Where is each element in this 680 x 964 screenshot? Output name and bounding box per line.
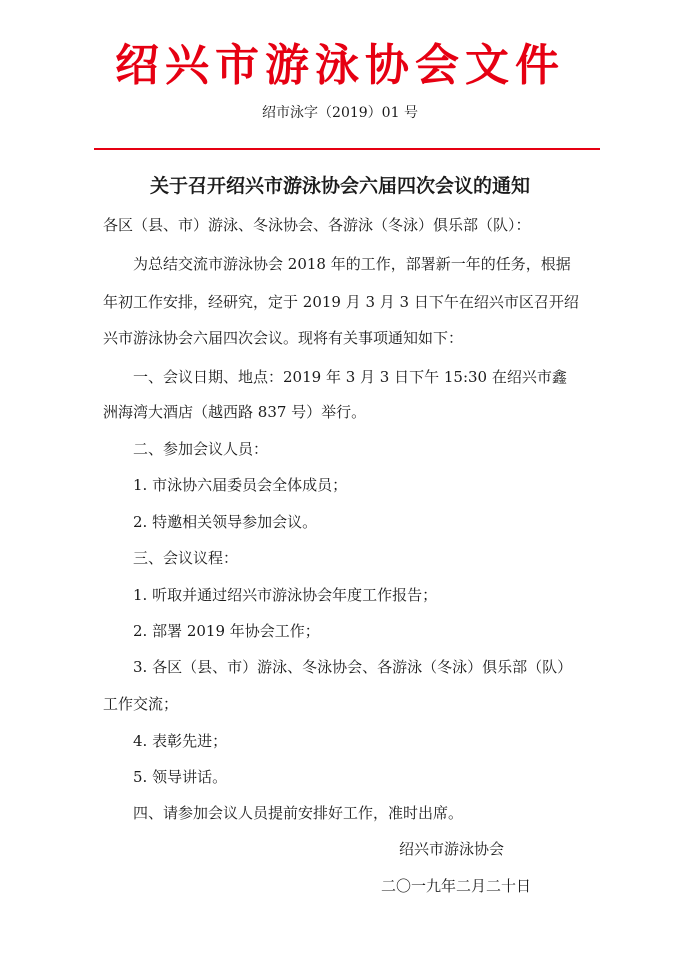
issue-date: 二〇一九年二月二十日 <box>381 877 532 895</box>
section4: 四、请参加会议人员提前安排好工作，准时出席。 <box>133 804 464 822</box>
org-masthead: 绍兴市游泳协会文件 <box>115 40 565 91</box>
document-number: 绍市泳字（2019）01 号 <box>262 105 418 121</box>
signature: 绍兴市游泳协会 <box>399 840 505 858</box>
section1-line: 洲海湾大酒店（越西路 837 号）举行。 <box>103 403 367 421</box>
section3-heading: 三、会议议程： <box>133 549 239 567</box>
section3-item: 5. 领导讲话。 <box>133 768 228 786</box>
section1-line: 一、会议日期、地点：2019 年 3 月 3 日下午 15:30 在绍兴市鑫 <box>133 368 567 386</box>
addressee: 各区（县、市）游泳、冬泳协会、各游泳（冬泳）俱乐部（队）： <box>103 216 531 234</box>
intro-line: 年初工作安排，经研究，定于 2019 月 3 月 3 日下午在绍兴市区召开绍 <box>103 293 579 311</box>
section2-item: 1. 市泳协六届委员会全体成员； <box>133 476 348 494</box>
section2-heading: 二、参加会议人员： <box>133 440 269 458</box>
section3-item: 1. 听取并通过绍兴市游泳协会年度工作报告； <box>133 586 438 604</box>
intro-line: 兴市游泳协会六届四次会议。现将有关事项通知如下： <box>103 329 464 347</box>
section3-item: 工作交流； <box>103 695 179 713</box>
section3-item: 2. 部署 2019 年协会工作； <box>133 622 320 640</box>
section2-item: 2. 特邀相关领导参加会议。 <box>133 513 318 531</box>
intro-line: 为总结交流市游泳协会 2018 年的工作，部署新一年的任务，根据 <box>133 255 571 273</box>
notice-title: 关于召开绍兴市游泳协会六届四次会议的通知 <box>149 175 530 197</box>
section3-item: 4. 表彰先进； <box>133 732 228 750</box>
red-divider <box>94 148 600 150</box>
section3-item: 3. 各区（县、市）游泳、冬泳协会、各游泳（冬泳）俱乐部（队） <box>133 658 573 676</box>
